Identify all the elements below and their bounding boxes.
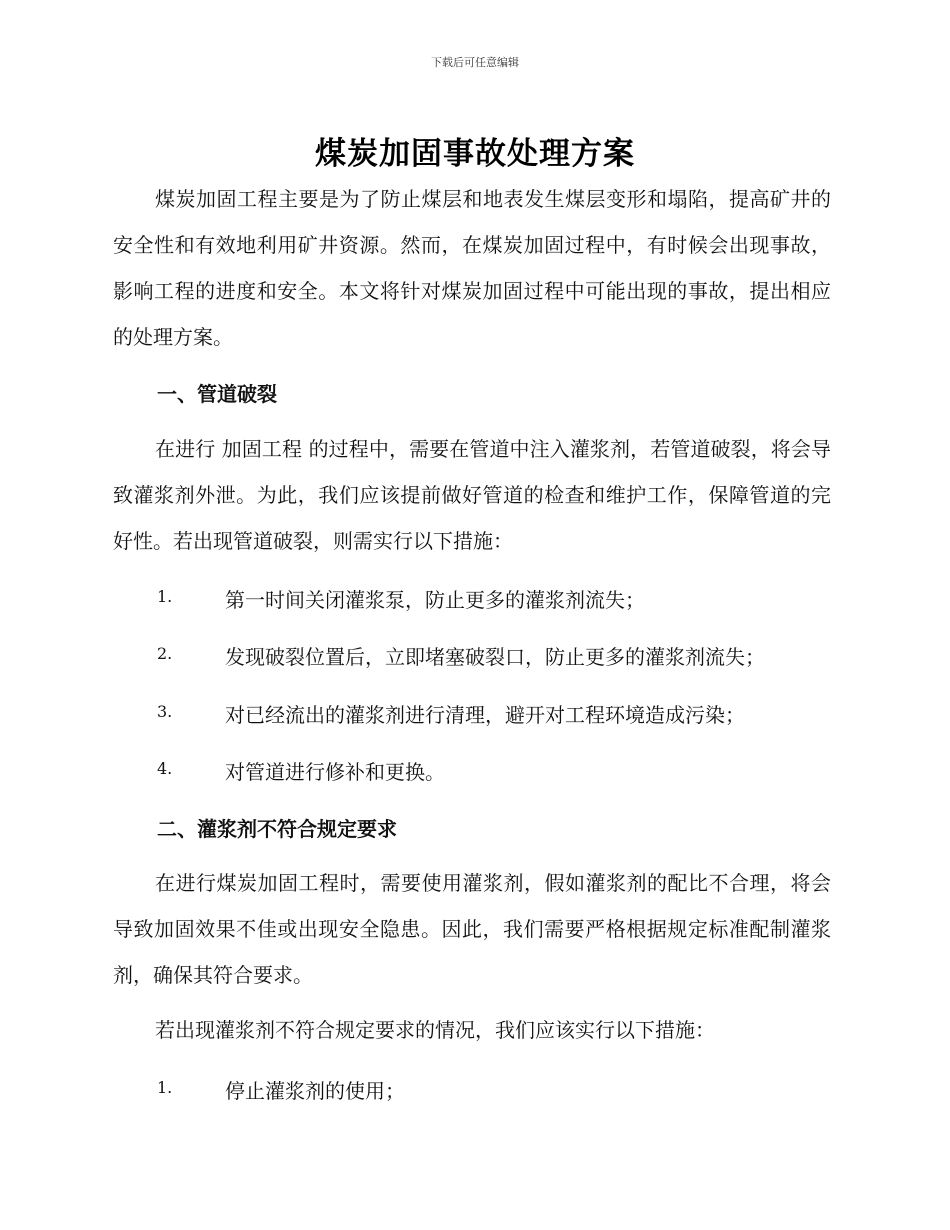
- list-text: 对已经流出的灌浆剂进行清理，避开对工程环境造成污染；: [225, 703, 745, 727]
- list-text: 第一时间关闭灌浆泵，防止更多的灌浆剂流失；: [225, 588, 645, 612]
- list-number: 1.: [157, 587, 173, 606]
- list-item: [157, 584, 645, 613]
- list-text: 停止灌浆剂的使用；: [225, 1079, 405, 1103]
- intro-paragraph: 煤炭加固工程主要是为了防止煤层和地表发生煤层变形和塌陷，提高矿井的安全性和有效地利用矿井资源。然而，在煤炭加固过程中，有时候会出现事故，影响工程的进度和安全。本文将针对煤炭加固过程中可能出现的事故，提出相应的处理方案。: [113, 187, 831, 349]
- list-number: 2.: [157, 644, 173, 663]
- list-number: 1.: [157, 1078, 173, 1097]
- list-text: 对管道进行修补和更换。: [225, 760, 445, 784]
- list-item: [157, 641, 765, 670]
- section1-heading: 一、管道破裂: [157, 382, 277, 406]
- section2-paragraph: 在进行煤炭加固工程时，需要使用灌浆剂，假如灌浆剂的配比不合理，将会导致加固效果不佳或出现安全隐患。因此，我们需要严格根据规定标准配制灌浆剂，确保其符合要求。: [113, 871, 831, 987]
- list-item: [157, 1075, 405, 1104]
- header-note: 下载后可任意编辑: [431, 56, 519, 69]
- section1-paragraph: 在进行 加固工程 的过程中，需要在管道中注入灌浆剂，若管道破裂，将会导致灌浆剂外泄。为此，我们应该提前做好管道的检查和维护工作，保障管道的完好性。若出现管道破裂，则需实行以下措施：: [113, 437, 831, 553]
- document-title: 煤炭加固事故处理方案: [315, 136, 635, 172]
- section2-paragraph: 若出现灌浆剂不符合规定要求的情况，我们应该实行以下措施：: [155, 1018, 715, 1042]
- list-number: 3.: [157, 702, 173, 721]
- list-number: 4.: [157, 759, 173, 778]
- list-item: [157, 699, 745, 728]
- section2-heading: 二、灌浆剂不符合规定要求: [157, 817, 397, 841]
- list-item: [157, 756, 445, 785]
- list-text: 发现破裂位置后，立即堵塞破裂口，防止更多的灌浆剂流失；: [225, 645, 765, 669]
